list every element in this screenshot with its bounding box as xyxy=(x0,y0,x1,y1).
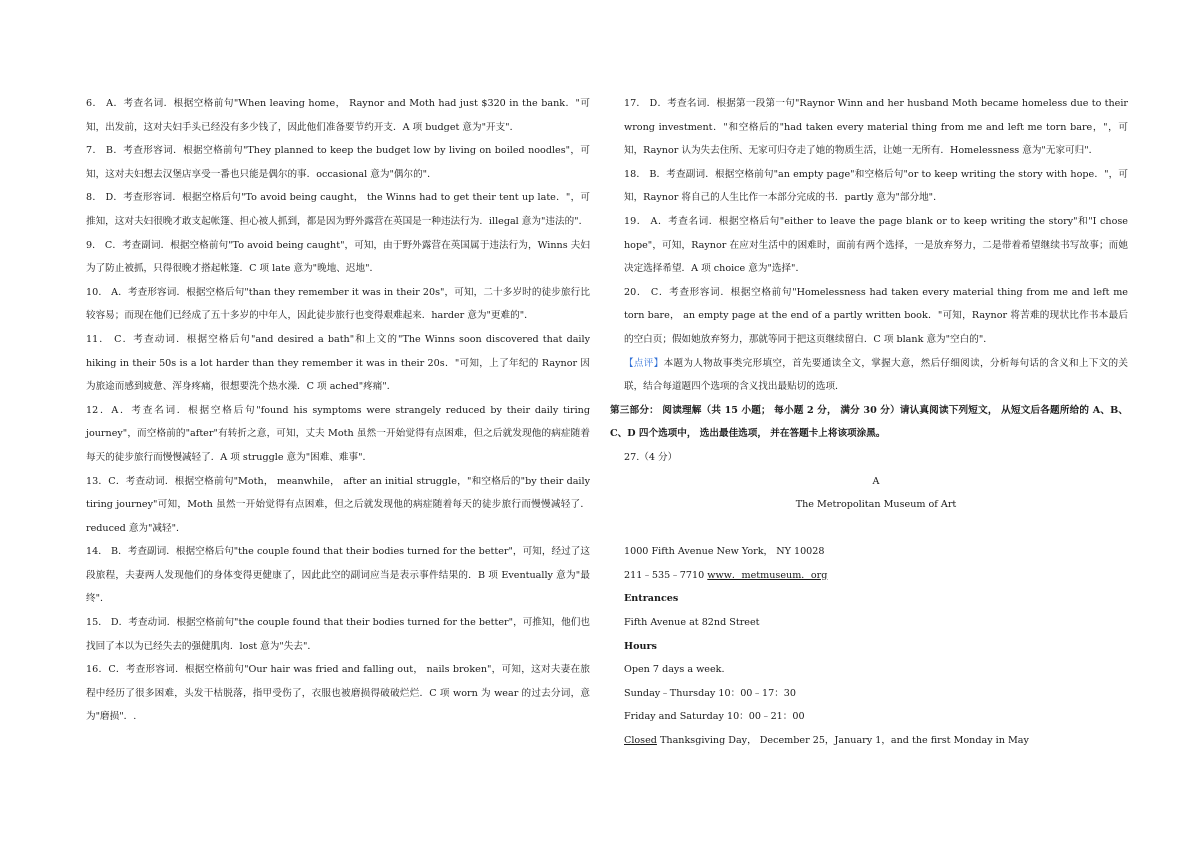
hours-heading: Hours xyxy=(624,640,657,652)
spacer xyxy=(624,517,1128,541)
answer-18: 18． B．考查副词．根据空格前句"an empty page"和空格后句"or to keep writing the story with hope．"，可知，Raynor 将自己的人生比作一本部分完成的书．partly 意为"部分地"． xyxy=(624,168,1128,204)
answer-16: 16．C．考查形容词．根据空格前句"Our hair was fried and falling out， nails broken"，可知，这对夫妻在旅程中经历了很多困难，头发干枯脱落，指甲受伤了，衣服也被磨损得破破烂烂．C 项 worn 为 wear 的过去分词，意为"磨损"．. xyxy=(86,664,590,723)
passage-letter: A xyxy=(872,475,880,487)
museum-address: 1000 Fifth Avenue New York， NY 10028 xyxy=(624,546,825,558)
answer-9: 9． C．考查副词．根据空格前句"To avoid being caught"，可知，由于野外露营在英国属于违法行为，Winns 夫妇为了防止被抓，只得很晚才搭起帐篷．C 项 late 意为"晚地、迟地"． xyxy=(86,239,590,275)
answer-19: 19． A．考查名词．根据空格后句"either to leave the page blank or to keep writing the story"和"I chose hope"，可知，Raynor 在应对生活中的困难时，面前有两个选择，一是放弃努力，二是带着希望继续书写故事；而她决定选择希望．A 项 choice 意为"选择"． xyxy=(624,215,1128,275)
answer-6: 6． A．考查名词．根据空格前句"When leaving home， Raynor and Moth had just $320 in the bank．"可知，出发前，这对夫妇手头已经没有多少钱了，因此他们准备要节约开支．A 项 budget 意为"开支"． xyxy=(86,98,590,133)
closed-word: Closed xyxy=(624,735,657,747)
answer-7: 7． B．考查形容词．根据空格前句"They planned to keep the budget low by living on boiled noodles"，可知，这对夫妇想去汉堡店享受一番也只能是偶尔的事．occasional 意为"偶尔的"． xyxy=(86,145,590,180)
comment-tag: 【点评】 xyxy=(624,357,664,369)
answer-11: 11． C．考查动词．根据空格后句"and desired a bath"和上文的"The Winns soon discovered that daily hiking in their 50s is a lot harder than they remember it was in their 20s．"可知，上了年纪的 Raynor 因为旅途而感到疲惫、浑身疼痛，很想要洗个热水澡．C 项 ached"疼痛"． xyxy=(86,333,590,393)
answer-17: 17． D．考查名词．根据第一段第一句"Raynor Winn and her husband Moth became homeless due to their wrong investment．"和空格后的"had taken every material thing from me and left me torn bare，"，可知，Raynor 认为失去住所、无家可归夺走了她的物质生活，让她一无所有．Homelessness 意为"无家可归"． xyxy=(624,98,1128,157)
answer-10: 10． A．考查形容词．根据空格后句"than they remember it was in their 20s"，可知，二十多岁时的徒步旅行比较容易；而现在他们已经成了五十多岁的中年人，因此徒步旅行也变得艰难起来．harder 意为"更难的"． xyxy=(86,286,590,322)
answer-20: 20． C．考查形容词．根据空格前句"Homelessness had taken every material thing from me and left me torn bare， an empty page at the end of a partly written book．"可知，Raynor 将苦难的现状比作书本最后的空白页；假如她放弃努力，那就等同于把这页继续留白．C 项 blank 意为"空白的"． xyxy=(624,286,1128,345)
answer-13: 13．C．考查动词．根据空格前句"Moth， meanwhile， after an initial struggle，"和空格后的"by their daily tiring journey"可知，Moth 虽然一开始觉得有点困难，但之后就发现他的病症随着每天的徒步旅行而慢慢减轻了．reduced 意为"减轻"． xyxy=(86,475,590,534)
closed-dates: Thanksgiving Day， December 25，January 1，and the first Monday in May xyxy=(656,735,1029,747)
hours-line-2: Sunday﹣Thursday 10：00﹣17：30 xyxy=(624,687,797,699)
answer-8: 8． D．考查形容词．根据空格后句"To avoid being caught， the Winns had to get their tent up late．"，可推知，这对夫妇很晚才敢支起帐篷、担心被人抓到，都是因为野外露营在英国是一种违法行为．illegal 意为"违法的"． xyxy=(86,192,590,227)
question-27-label: 27.（4 分） xyxy=(624,451,678,463)
hours-line-1: Open 7 days a week. xyxy=(624,664,725,676)
museum-website-link[interactable]: www．metmuseum．org xyxy=(707,569,828,581)
museum-contact xyxy=(624,564,1128,588)
right-column xyxy=(610,92,1129,753)
hours-line-3: Friday and Saturday 10：00﹣21：00 xyxy=(624,711,805,723)
passage-title: The Metropolitan Museum of Art xyxy=(795,499,957,511)
entrances-heading: Entrances xyxy=(624,593,679,605)
museum-phone: 211﹣535﹣7710 xyxy=(624,569,708,581)
left-column xyxy=(86,92,590,729)
closed-line xyxy=(624,729,1128,753)
section-3-heading: 第三部分： 阅读理解（共 15 小题； 每小题 2 分， 满分 30 分）请认真阅读下列短文， 从短文后各题所给的 A、B、C、D 四个选项中， 选出最佳选项， 并在答题卡上将该项涂黑。 xyxy=(610,404,1128,440)
answer-14: 14． B．考查副词．根据空格后句"the couple found that their bodies turned for the better"，可知，经过了这段旅程，夫妻两人发现他们的身体变得更健康了，因此此空的副词应当是表示事件结果的．B 项 Eventually 意为"最终"． xyxy=(86,546,590,605)
answer-12: 12．A．考查名词．根据空格后句"found his symptoms were strangely reduced by their daily tiring journey"，而空格前的"after"有转折之意，可知，丈夫 Moth 虽然一开始觉得有点困难，但之后就发现他的病症随着每天的徒步旅行而慢慢减轻了．A 项 struggle 意为"困难、难事"． xyxy=(86,404,590,463)
entrances-value: Fifth Avenue at 82nd Street xyxy=(624,617,760,629)
comment xyxy=(624,352,1128,399)
comment-text: 本题为人物故事类完形填空，首先要通读全文，掌握大意，然后仔细阅读，分析每句话的含义和上下文的关联，结合每道题四个选项的含义找出最贴切的选项． xyxy=(624,357,1129,393)
answer-15: 15． D．考查动词．根据空格前句"the couple found that their bodies turned for the better"，可推知，他们也找回了本以为已经失去的强健肌肉．lost 意为"失去"． xyxy=(86,617,590,652)
